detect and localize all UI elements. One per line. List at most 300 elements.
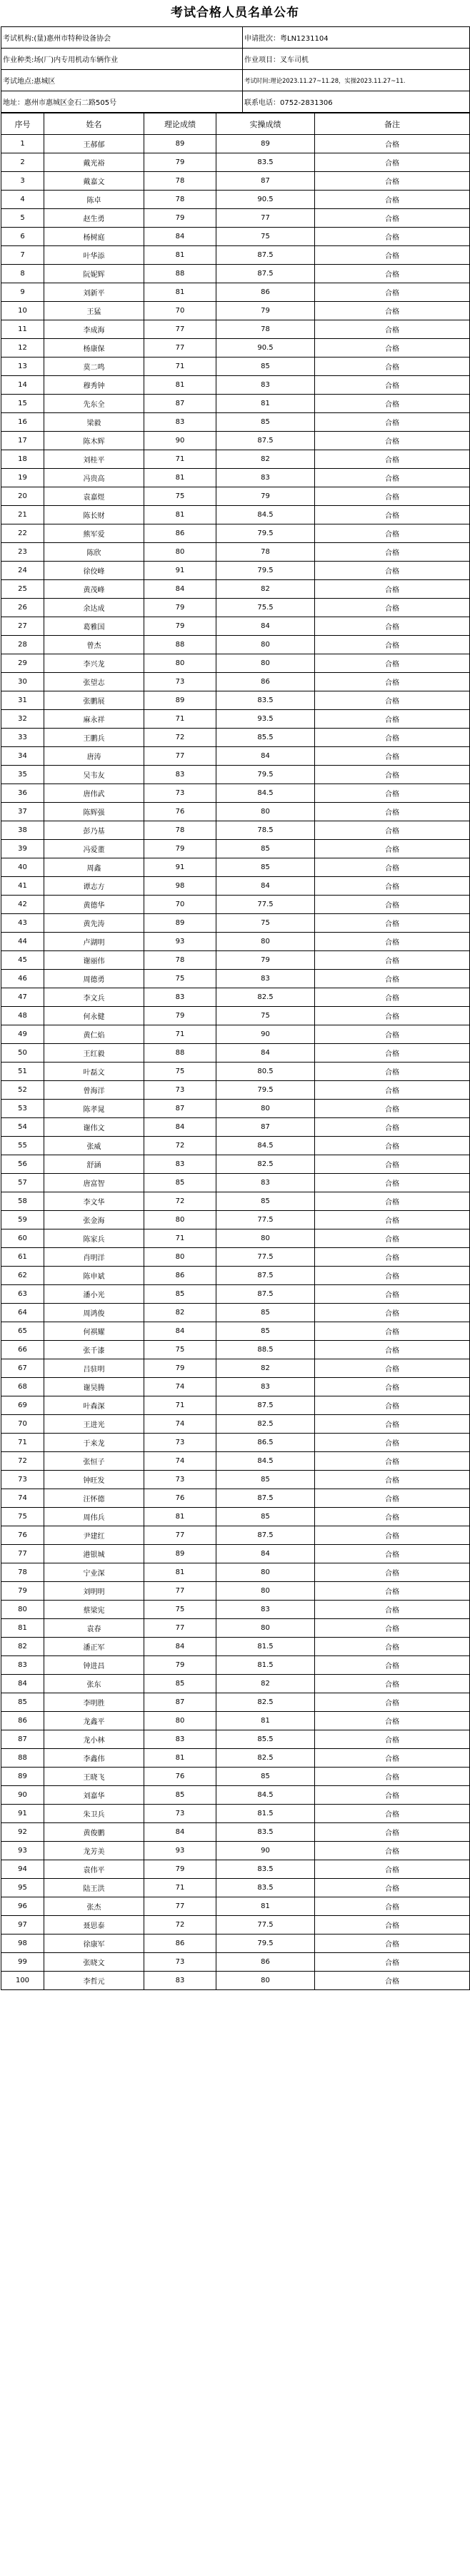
table-row	[1, 1155, 470, 1174]
row-practical-score-cell: 75	[216, 1007, 315, 1025]
row-seq-cell: 18	[1, 450, 44, 469]
row-seq-cell: 77	[1, 1545, 44, 1563]
row-practical-score-cell: 86	[216, 673, 315, 691]
row-theory-score-cell: 74	[144, 1415, 216, 1434]
row-name-cell: 谢丽伟	[44, 951, 144, 970]
row-name-cell: 袁春	[44, 1619, 144, 1638]
row-remark-cell: 合格	[315, 1508, 470, 1526]
row-theory-score-cell: 75	[144, 1601, 216, 1619]
row-seq-cell: 93	[1, 1842, 44, 1860]
row-name-cell: 李文华	[44, 1192, 144, 1211]
table-row	[1, 636, 470, 654]
row-remark-cell: 合格	[315, 914, 470, 933]
table-row	[1, 1192, 470, 1211]
row-practical-score-cell: 83.5	[216, 1823, 315, 1842]
row-name-cell: 赵生勇	[44, 209, 144, 228]
header-remark: 备注	[315, 113, 470, 135]
table-row	[1, 246, 470, 265]
row-name-cell: 熊军爱	[44, 524, 144, 543]
page-title: 考试合格人员名单公布	[171, 6, 299, 20]
row-name-cell: 黄茂峰	[44, 580, 144, 599]
table-row	[1, 320, 470, 339]
row-name-cell: 袁伟平	[44, 1860, 144, 1879]
row-practical-score-cell: 79.5	[216, 1081, 315, 1100]
row-remark-cell: 合格	[315, 1044, 470, 1063]
row-practical-score-cell: 82.5	[216, 1415, 315, 1434]
row-name-cell: 吴韦友	[44, 766, 144, 784]
row-name-cell: 徐康军	[44, 1934, 144, 1953]
row-remark-cell: 合格	[315, 1526, 470, 1545]
table-row	[1, 506, 470, 524]
table-row	[1, 487, 470, 506]
table-row	[1, 1656, 470, 1675]
row-seq-cell: 37	[1, 803, 44, 821]
row-seq-cell: 42	[1, 896, 44, 914]
row-seq-cell: 48	[1, 1007, 44, 1025]
row-seq-cell: 8	[1, 265, 44, 283]
row-name-cell: 王进光	[44, 1415, 144, 1434]
row-name-cell: 李明胜	[44, 1693, 144, 1712]
row-theory-score-cell: 79	[144, 1007, 216, 1025]
row-name-cell: 叶磊文	[44, 1063, 144, 1081]
row-theory-score-cell: 77	[144, 1619, 216, 1638]
row-practical-score-cell: 90	[216, 1025, 315, 1044]
row-seq-cell: 56	[1, 1155, 44, 1174]
row-remark-cell: 合格	[315, 1879, 470, 1897]
row-theory-score-cell: 90	[144, 432, 216, 450]
row-theory-score-cell: 71	[144, 1879, 216, 1897]
row-name-cell: 舒涵	[44, 1155, 144, 1174]
row-seq-cell: 35	[1, 766, 44, 784]
row-seq-cell: 75	[1, 1508, 44, 1526]
row-seq-cell: 94	[1, 1860, 44, 1879]
row-theory-score-cell: 85	[144, 1675, 216, 1693]
info-row	[1, 27, 470, 49]
row-remark-cell: 合格	[315, 209, 470, 228]
row-seq-cell: 19	[1, 469, 44, 487]
row-name-cell: 穆秀钟	[44, 376, 144, 395]
row-seq-cell: 5	[1, 209, 44, 228]
row-name-cell: 陈辉强	[44, 803, 144, 821]
row-seq-cell: 87	[1, 1730, 44, 1749]
row-remark-cell: 合格	[315, 1842, 470, 1860]
row-name-cell: 杨树庭	[44, 228, 144, 246]
row-practical-score-cell: 75.5	[216, 599, 315, 617]
row-theory-score-cell: 73	[144, 673, 216, 691]
row-remark-cell: 合格	[315, 840, 470, 858]
exam-time: 考试时间:理论2023.11.27~11.28，实操2023.11.27~11.	[243, 70, 470, 91]
row-remark-cell: 合格	[315, 1118, 470, 1137]
table-row	[1, 673, 470, 691]
row-seq-cell: 57	[1, 1174, 44, 1192]
row-name-cell: 徐佼峰	[44, 562, 144, 580]
row-theory-score-cell: 78	[144, 191, 216, 209]
row-name-cell: 叶华添	[44, 246, 144, 265]
row-theory-score-cell: 83	[144, 413, 216, 432]
row-practical-score-cell: 87.5	[216, 1489, 315, 1508]
table-row	[1, 1378, 470, 1396]
row-theory-score-cell: 73	[144, 1471, 216, 1489]
row-theory-score-cell: 71	[144, 1229, 216, 1248]
row-name-cell: 袁嘉煜	[44, 487, 144, 506]
table-row	[1, 395, 470, 413]
row-name-cell: 龙芳美	[44, 1842, 144, 1860]
row-seq-cell: 22	[1, 524, 44, 543]
row-remark-cell: 合格	[315, 1786, 470, 1805]
row-remark-cell: 合格	[315, 1712, 470, 1730]
row-remark-cell: 合格	[315, 1656, 470, 1675]
table-row	[1, 840, 470, 858]
row-remark-cell: 合格	[315, 691, 470, 710]
row-practical-score-cell: 85	[216, 413, 315, 432]
row-seq-cell: 40	[1, 858, 44, 877]
row-theory-score-cell: 72	[144, 1137, 216, 1155]
table-row	[1, 1322, 470, 1341]
row-remark-cell: 合格	[315, 951, 470, 970]
table-row	[1, 580, 470, 599]
row-name-cell: 刘明明	[44, 1582, 144, 1601]
row-remark-cell: 合格	[315, 896, 470, 914]
row-practical-score-cell: 84.5	[216, 1137, 315, 1155]
row-remark-cell: 合格	[315, 302, 470, 320]
row-name-cell: 张鹏展	[44, 691, 144, 710]
row-seq-cell: 1	[1, 135, 44, 153]
row-remark-cell: 合格	[315, 376, 470, 395]
row-theory-score-cell: 73	[144, 1953, 216, 1972]
row-seq-cell: 95	[1, 1879, 44, 1897]
row-theory-score-cell: 91	[144, 858, 216, 877]
row-practical-score-cell: 77.5	[216, 896, 315, 914]
row-practical-score-cell: 80	[216, 1229, 315, 1248]
table-row	[1, 1248, 470, 1267]
row-remark-cell: 合格	[315, 413, 470, 432]
row-theory-score-cell: 81	[144, 283, 216, 302]
row-remark-cell: 合格	[315, 1415, 470, 1434]
table-row	[1, 1953, 470, 1972]
table-row	[1, 784, 470, 803]
row-name-cell: 王鹏兵	[44, 729, 144, 747]
row-practical-score-cell: 87.5	[216, 265, 315, 283]
row-practical-score-cell: 85	[216, 1768, 315, 1786]
row-theory-score-cell: 93	[144, 933, 216, 951]
candidates-table-body	[1, 113, 470, 1990]
row-name-cell: 冯贵高	[44, 469, 144, 487]
row-name-cell: 王猛	[44, 302, 144, 320]
row-seq-cell: 39	[1, 840, 44, 858]
table-row	[1, 135, 470, 153]
row-name-cell: 黄仁焰	[44, 1025, 144, 1044]
row-remark-cell: 合格	[315, 1304, 470, 1322]
row-remark-cell: 合格	[315, 803, 470, 821]
row-practical-score-cell: 84	[216, 1545, 315, 1563]
row-remark-cell: 合格	[315, 1601, 470, 1619]
table-row	[1, 228, 470, 246]
row-theory-score-cell: 86	[144, 1267, 216, 1285]
row-name-cell: 卢湖明	[44, 933, 144, 951]
table-row	[1, 1415, 470, 1434]
row-theory-score-cell: 71	[144, 1025, 216, 1044]
row-practical-score-cell: 86.5	[216, 1434, 315, 1452]
table-row	[1, 877, 470, 896]
row-remark-cell: 合格	[315, 1823, 470, 1842]
row-theory-score-cell: 81	[144, 1749, 216, 1768]
row-remark-cell: 合格	[315, 1489, 470, 1508]
row-name-cell: 王郝郁	[44, 135, 144, 153]
table-row	[1, 691, 470, 710]
row-seq-cell: 14	[1, 376, 44, 395]
row-theory-score-cell: 88	[144, 636, 216, 654]
table-row	[1, 951, 470, 970]
row-theory-score-cell: 80	[144, 654, 216, 673]
row-theory-score-cell: 71	[144, 1396, 216, 1415]
table-row	[1, 283, 470, 302]
row-theory-score-cell: 74	[144, 1378, 216, 1396]
row-theory-score-cell: 85	[144, 1786, 216, 1805]
row-name-cell: 于来龙	[44, 1434, 144, 1452]
row-seq-cell: 90	[1, 1786, 44, 1805]
row-seq-cell: 49	[1, 1025, 44, 1044]
row-name-cell: 王晓飞	[44, 1768, 144, 1786]
row-seq-cell: 21	[1, 506, 44, 524]
row-theory-score-cell: 70	[144, 302, 216, 320]
row-theory-score-cell: 89	[144, 914, 216, 933]
table-row	[1, 599, 470, 617]
row-practical-score-cell: 81	[216, 395, 315, 413]
table-row	[1, 1044, 470, 1063]
row-name-cell: 刘新平	[44, 283, 144, 302]
table-row	[1, 1304, 470, 1322]
row-theory-score-cell: 72	[144, 1192, 216, 1211]
info-row	[1, 49, 470, 70]
row-name-cell: 陈孝晁	[44, 1100, 144, 1118]
row-remark-cell: 合格	[315, 580, 470, 599]
row-seq-cell: 34	[1, 747, 44, 766]
table-row	[1, 1359, 470, 1378]
table-row	[1, 747, 470, 766]
row-practical-score-cell: 87.5	[216, 1267, 315, 1285]
row-remark-cell: 合格	[315, 172, 470, 191]
row-remark-cell: 合格	[315, 191, 470, 209]
row-name-cell: 何永健	[44, 1007, 144, 1025]
row-theory-score-cell: 81	[144, 376, 216, 395]
row-remark-cell: 合格	[315, 747, 470, 766]
row-theory-score-cell: 86	[144, 524, 216, 543]
row-seq-cell: 70	[1, 1415, 44, 1434]
row-remark-cell: 合格	[315, 1638, 470, 1656]
row-name-cell: 张晓文	[44, 1953, 144, 1972]
row-seq-cell: 15	[1, 395, 44, 413]
row-practical-score-cell: 78	[216, 320, 315, 339]
row-seq-cell: 12	[1, 339, 44, 358]
row-remark-cell: 合格	[315, 450, 470, 469]
row-seq-cell: 20	[1, 487, 44, 506]
row-name-cell: 曾杰	[44, 636, 144, 654]
row-name-cell: 李鑫伟	[44, 1749, 144, 1768]
row-practical-score-cell: 82	[216, 450, 315, 469]
row-remark-cell: 合格	[315, 858, 470, 877]
row-seq-cell: 59	[1, 1211, 44, 1229]
row-practical-score-cell: 85	[216, 1322, 315, 1341]
row-name-cell: 陈卓	[44, 191, 144, 209]
table-row	[1, 1823, 470, 1842]
row-practical-score-cell: 79.5	[216, 766, 315, 784]
row-remark-cell: 合格	[315, 1972, 470, 1990]
row-remark-cell: 合格	[315, 1322, 470, 1341]
row-remark-cell: 合格	[315, 543, 470, 562]
row-practical-score-cell: 83	[216, 1378, 315, 1396]
row-seq-cell: 26	[1, 599, 44, 617]
row-remark-cell: 合格	[315, 1396, 470, 1415]
table-row	[1, 543, 470, 562]
row-seq-cell: 2	[1, 153, 44, 172]
table-row	[1, 766, 470, 784]
row-theory-score-cell: 75	[144, 970, 216, 988]
row-theory-score-cell: 84	[144, 228, 216, 246]
row-name-cell: 谢伟文	[44, 1118, 144, 1137]
table-row	[1, 1267, 470, 1285]
row-seq-cell: 6	[1, 228, 44, 246]
row-theory-score-cell: 75	[144, 1341, 216, 1359]
row-name-cell: 彭乃基	[44, 821, 144, 840]
row-theory-score-cell: 79	[144, 1860, 216, 1879]
row-remark-cell: 合格	[315, 1805, 470, 1823]
row-remark-cell: 合格	[315, 283, 470, 302]
row-name-cell: 李兴龙	[44, 654, 144, 673]
row-remark-cell: 合格	[315, 1860, 470, 1879]
row-remark-cell: 合格	[315, 395, 470, 413]
row-seq-cell: 61	[1, 1248, 44, 1267]
row-name-cell: 港银城	[44, 1545, 144, 1563]
row-theory-score-cell: 83	[144, 988, 216, 1007]
row-theory-score-cell: 76	[144, 1768, 216, 1786]
row-practical-score-cell: 80	[216, 654, 315, 673]
row-remark-cell: 合格	[315, 135, 470, 153]
row-name-cell: 张东	[44, 1675, 144, 1693]
row-name-cell: 阮妮辉	[44, 265, 144, 283]
row-seq-cell: 64	[1, 1304, 44, 1322]
table-row	[1, 1897, 470, 1916]
table-row	[1, 1545, 470, 1563]
row-practical-score-cell: 84	[216, 747, 315, 766]
row-practical-score-cell: 87.5	[216, 1526, 315, 1545]
row-theory-score-cell: 83	[144, 766, 216, 784]
row-seq-cell: 53	[1, 1100, 44, 1118]
row-remark-cell: 合格	[315, 246, 470, 265]
row-practical-score-cell: 85	[216, 1192, 315, 1211]
row-remark-cell: 合格	[315, 1211, 470, 1229]
table-row	[1, 1805, 470, 1823]
row-name-cell: 钟旺发	[44, 1471, 144, 1489]
row-name-cell: 陈木辉	[44, 432, 144, 450]
row-seq-cell: 23	[1, 543, 44, 562]
row-name-cell: 麻永祥	[44, 710, 144, 729]
row-seq-cell: 17	[1, 432, 44, 450]
row-seq-cell: 7	[1, 246, 44, 265]
table-row	[1, 1582, 470, 1601]
row-name-cell: 周鑫	[44, 858, 144, 877]
info-row	[1, 91, 470, 113]
row-practical-score-cell: 85.5	[216, 1730, 315, 1749]
row-name-cell: 龙小林	[44, 1730, 144, 1749]
header-name: 姓名	[44, 113, 144, 135]
row-seq-cell: 88	[1, 1749, 44, 1768]
table-row	[1, 1118, 470, 1137]
row-name-cell: 尹建红	[44, 1526, 144, 1545]
row-practical-score-cell: 88.5	[216, 1341, 315, 1359]
row-theory-score-cell: 72	[144, 1916, 216, 1934]
table-row	[1, 1489, 470, 1508]
row-practical-score-cell: 77.5	[216, 1211, 315, 1229]
row-theory-score-cell: 72	[144, 729, 216, 747]
row-practical-score-cell: 82	[216, 580, 315, 599]
row-remark-cell: 合格	[315, 358, 470, 376]
row-practical-score-cell: 82	[216, 1359, 315, 1378]
table-row	[1, 1174, 470, 1192]
row-practical-score-cell: 81.5	[216, 1638, 315, 1656]
row-theory-score-cell: 79	[144, 840, 216, 858]
row-practical-score-cell: 82.5	[216, 1155, 315, 1174]
table-row	[1, 1601, 470, 1619]
row-theory-score-cell: 71	[144, 710, 216, 729]
row-remark-cell: 合格	[315, 766, 470, 784]
row-remark-cell: 合格	[315, 1007, 470, 1025]
table-row	[1, 970, 470, 988]
table-row	[1, 1341, 470, 1359]
row-remark-cell: 合格	[315, 1248, 470, 1267]
row-practical-score-cell: 87.5	[216, 1396, 315, 1415]
row-seq-cell: 98	[1, 1934, 44, 1953]
row-name-cell: 吕驻明	[44, 1359, 144, 1378]
row-seq-cell: 44	[1, 933, 44, 951]
info-row	[1, 70, 470, 91]
row-theory-score-cell: 79	[144, 209, 216, 228]
row-remark-cell: 合格	[315, 1934, 470, 1953]
table-row	[1, 1100, 470, 1118]
row-seq-cell: 65	[1, 1322, 44, 1341]
row-theory-score-cell: 73	[144, 1434, 216, 1452]
row-theory-score-cell: 88	[144, 1044, 216, 1063]
row-practical-score-cell: 82	[216, 1675, 315, 1693]
row-practical-score-cell: 86	[216, 1953, 315, 1972]
table-row	[1, 339, 470, 358]
row-practical-score-cell: 77	[216, 209, 315, 228]
row-practical-score-cell: 90.5	[216, 339, 315, 358]
row-theory-score-cell: 79	[144, 153, 216, 172]
row-remark-cell: 合格	[315, 877, 470, 896]
row-seq-cell: 50	[1, 1044, 44, 1063]
table-row	[1, 988, 470, 1007]
row-remark-cell: 合格	[315, 1285, 470, 1304]
row-practical-score-cell: 79	[216, 302, 315, 320]
row-practical-score-cell: 83	[216, 469, 315, 487]
row-name-cell: 朱卫兵	[44, 1805, 144, 1823]
row-theory-score-cell: 98	[144, 877, 216, 896]
row-seq-cell: 100	[1, 1972, 44, 1990]
table-row	[1, 1508, 470, 1526]
row-practical-score-cell: 84	[216, 1044, 315, 1063]
row-seq-cell: 85	[1, 1693, 44, 1712]
row-seq-cell: 63	[1, 1285, 44, 1304]
row-remark-cell: 合格	[315, 432, 470, 450]
table-row	[1, 450, 470, 469]
row-practical-score-cell: 83.5	[216, 691, 315, 710]
row-remark-cell: 合格	[315, 320, 470, 339]
row-seq-cell: 66	[1, 1341, 44, 1359]
row-theory-score-cell: 79	[144, 617, 216, 636]
row-remark-cell: 合格	[315, 1100, 470, 1118]
row-theory-score-cell: 76	[144, 1489, 216, 1508]
row-name-cell: 张金海	[44, 1211, 144, 1229]
